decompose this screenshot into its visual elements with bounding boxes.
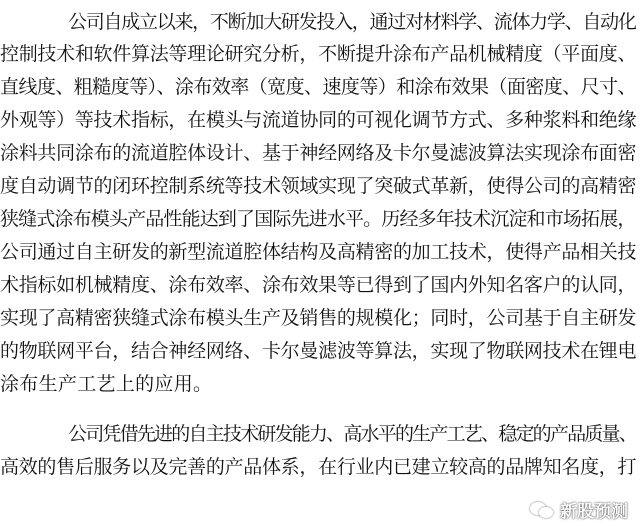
text-line: 术指标如机械精度、涂布效率、涂布效果等已得到了国内外知名客户的认同， (0, 274, 637, 296)
text-line: 的物联网平台，结合神经网络、卡尔曼滤波等算法，实现了物联网技术在锂电 (0, 340, 637, 362)
text-line: 公司通过自主研发的新型流道腔体结构及高精密的加工技术，使得产品相关技 (0, 241, 637, 263)
text-line: 涂布生产工艺上的应用。 (0, 373, 213, 395)
text-line: 公司自成立以来，不断加大研发投入，通过对材料学、流体力学、自动化 (68, 11, 636, 33)
text-line: 涂料共同涂布的流道腔体设计、基于神经网络及卡尔曼滤波算法实现涂布面密 (0, 142, 637, 164)
text-line: 外观等）等技术指标，在模头与流道协同的可视化调节方式、多种浆料和绝缘 (0, 109, 637, 131)
watermark-text: 新股预测 (560, 502, 628, 522)
text-line: 实现了高精密狭缝式涂布模头生产及销售的规模化；同时，公司基于自主研发 (0, 307, 637, 329)
text-line: 高效的售后服务以及完善的产品体系，在行业内已建立较高的品牌知名度，打 (0, 456, 637, 478)
text-line: 度自动调节的闭环控制系统等技术领域实现了突破式革新，使得公司的高精密 (0, 175, 637, 197)
text-line: 公司凭借先进的自主技术研发能力、高水平的生产工艺、稳定的产品质量、 (68, 423, 636, 445)
text-line: 控制技术和软件算法等理论研究分析，不断提升涂布产品机械精度（平面度、 (0, 43, 637, 65)
text-line: 狭缝式涂布模头产品性能达到了国际先进水平。历经多年技术沉淀和市场拓展， (0, 208, 636, 230)
wechat-icon (530, 500, 554, 520)
watermark (530, 497, 628, 522)
text-line: 直线度、粗糙度等）、涂布效率（宽度、速度等）和涂布效果（面密度、尺寸、 (0, 76, 637, 98)
